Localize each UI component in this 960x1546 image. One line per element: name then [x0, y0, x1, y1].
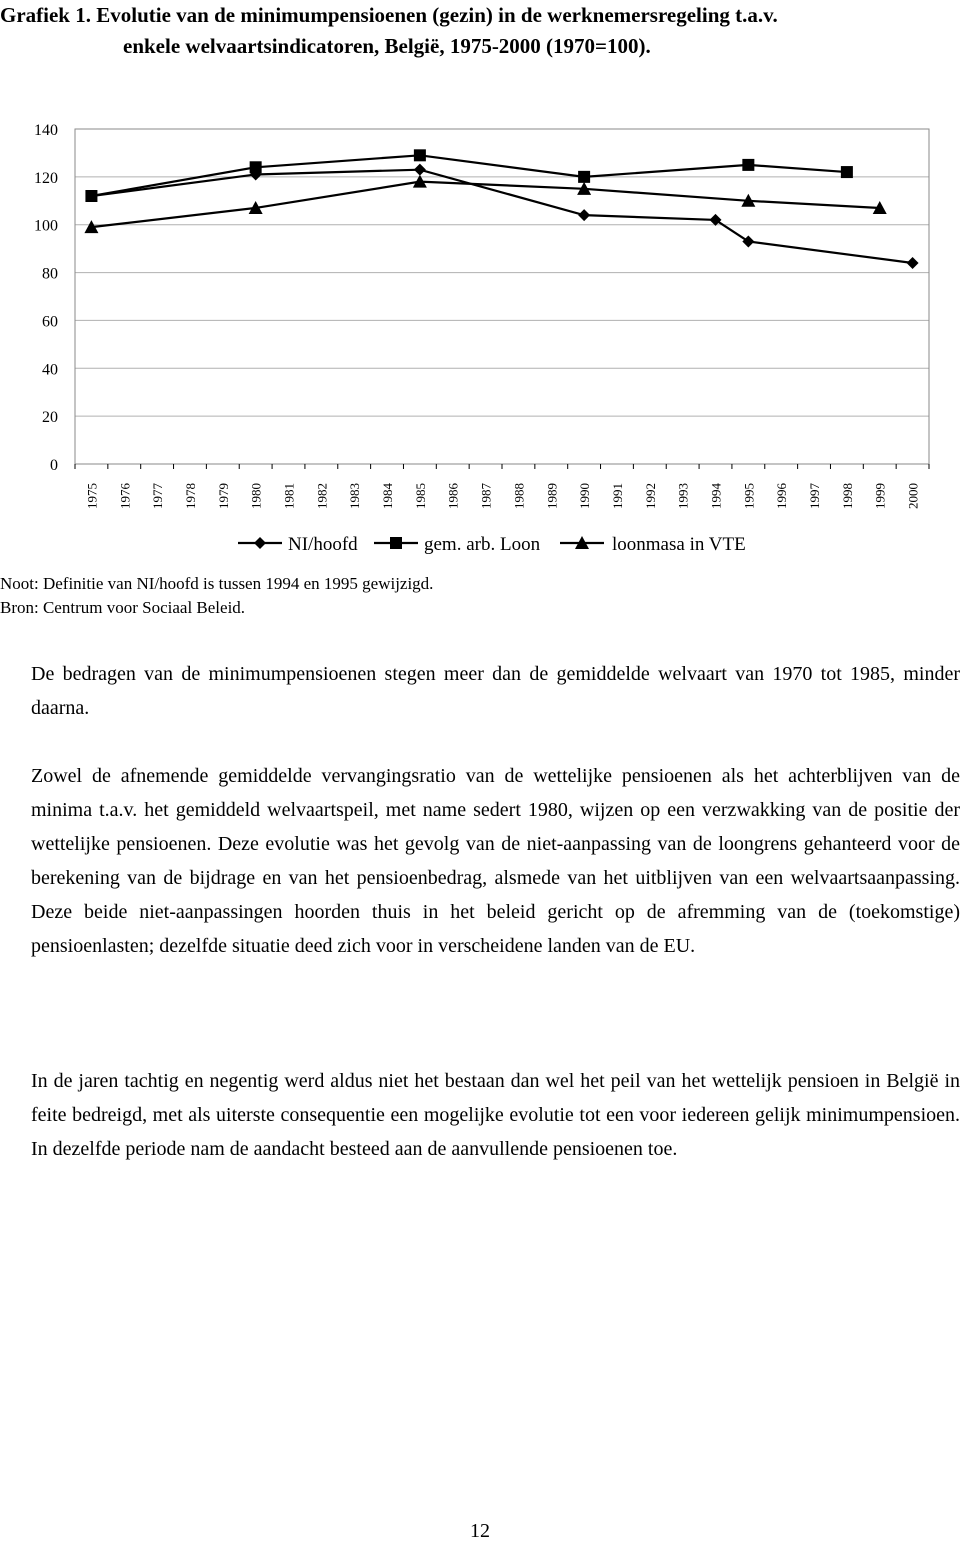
x-tick-label-1998: 1998 — [839, 483, 855, 509]
x-tick-label-1990: 1990 — [577, 483, 593, 509]
paragraph-1: De bedragen van de minimumpensioenen stegen meer dan de gemiddelde welvaart van 1970 tot 1985, minder daarna. — [31, 663, 960, 719]
data-point-series-2-1995 — [742, 159, 754, 171]
x-tick-label-1986: 1986 — [445, 483, 461, 509]
x-tick-label-1980: 1980 — [248, 483, 264, 509]
x-tick-label-1987: 1987 — [478, 482, 494, 509]
paragraph-3: In de jaren tachtig en negentig werd aldus niet het bestaan dan wel het peil van het wettelijk pensioen in België in feite bedreigd, met als uiterste consequentie een mogelijke evolutie tot een voor iedereen gelijk minimumpensioen. In dezelfde periode nam de aandacht besteed aan de aanvullende pensioenen toe. — [31, 1070, 960, 1160]
data-point-series-1-1985 — [414, 164, 426, 176]
figure-caption — [0, 0, 960, 62]
plot-area-frame — [75, 129, 929, 464]
x-tick-label-1997: 1997 — [807, 483, 823, 509]
caption-line-1: Grafiek 1. Evolutie van de minimumpensioenen (gezin) in de werknemersregeling t.a.v. — [0, 3, 778, 27]
x-tick-label-1975: 1975 — [84, 483, 100, 509]
x-tick-label-1988: 1988 — [511, 483, 527, 509]
x-tick-label-1996: 1996 — [774, 483, 790, 509]
y-tick-label-20: 20 — [42, 409, 58, 427]
data-point-series-1-2000 — [907, 257, 919, 269]
x-tick-label-1981: 1981 — [281, 483, 297, 509]
x-tick-label-1978: 1978 — [182, 483, 198, 509]
x-tick-label-1991: 1991 — [609, 483, 625, 509]
series-line-1 — [91, 170, 912, 263]
x-tick-label-1985: 1985 — [412, 483, 428, 509]
x-tick-label-1983: 1983 — [347, 483, 363, 509]
data-point-series-2-1980 — [250, 161, 262, 173]
legend-label-1: NI/hoofd — [288, 534, 358, 555]
x-tick-label-1979: 1979 — [215, 483, 231, 509]
chart-source: Bron: Centrum voor Sociaal Beleid. — [0, 598, 246, 617]
data-point-series-2-1990 — [578, 171, 590, 183]
data-point-series-1-1995 — [742, 235, 754, 247]
data-point-series-2-1975 — [85, 190, 97, 202]
x-tick-label-1976: 1976 — [117, 483, 133, 509]
data-point-series-1-1994 — [710, 214, 722, 226]
y-tick-label-0: 0 — [50, 457, 58, 474]
series-line-2 — [91, 155, 846, 196]
data-point-series-2-1998 — [841, 166, 853, 178]
legend-label-3: loonmasa in VTE — [612, 534, 746, 555]
y-tick-label-120: 120 — [34, 169, 58, 187]
paragraph-2: Zowel de afnemende gemiddelde vervangingsratio van de wettelijke pensioenen als het achterblijven van de minima t.a.v. het gemiddeld welvaartspeil, met name sedert 1980, wijzen op een verzwakking van de positie der wettelijke pensioenen. Deze evolutie was het gevolg van de niet-aanpassing van de loongrens gehanteerd voor de berekening van de bijdrage en van het pensioenbedrag, alsmede van het uitblijven van een welvaartsaanpassing. Deze beide niet-aanpassingen hoorden thuis in het beleid gericht op de afremming van de (toekomstige) pensioenlasten; dezelfde situatie deed zich voor in verscheidene landen van de EU. — [31, 765, 960, 957]
y-tick-label-40: 40 — [42, 361, 58, 379]
x-tick-label-1982: 1982 — [314, 483, 330, 509]
y-tick-label-80: 80 — [42, 265, 58, 283]
caption-line-2: enkele welvaartsindicatoren, België, 1975-2000 (1970=100). — [123, 34, 651, 58]
x-tick-label-1993: 1993 — [675, 483, 691, 509]
x-tick-label-2000: 2000 — [905, 483, 921, 509]
x-tick-label-1992: 1992 — [642, 483, 658, 509]
data-point-series-1-1990 — [578, 209, 590, 221]
x-tick-label-1984: 1984 — [380, 483, 396, 509]
page-number: 12 — [470, 1520, 490, 1542]
legend-marker-2 — [390, 537, 402, 549]
y-tick-label-100: 100 — [34, 217, 58, 235]
y-tick-label-60: 60 — [42, 313, 58, 331]
chart-note: Noot: Definitie van NI/hoofd is tussen 1994 en 1995 gewijzigd. — [0, 574, 434, 593]
x-tick-label-1999: 1999 — [872, 483, 888, 509]
line-chart — [0, 110, 960, 570]
x-tick-label-1995: 1995 — [741, 483, 757, 509]
data-point-series-2-1985 — [414, 149, 426, 161]
x-tick-label-1994: 1994 — [708, 483, 724, 509]
legend-label-2: gem. arb. Loon — [424, 534, 541, 555]
y-tick-label-140: 140 — [34, 122, 58, 139]
x-tick-label-1977: 1977 — [150, 483, 166, 509]
x-tick-label-1989: 1989 — [544, 483, 560, 509]
legend-marker-1 — [254, 537, 266, 549]
